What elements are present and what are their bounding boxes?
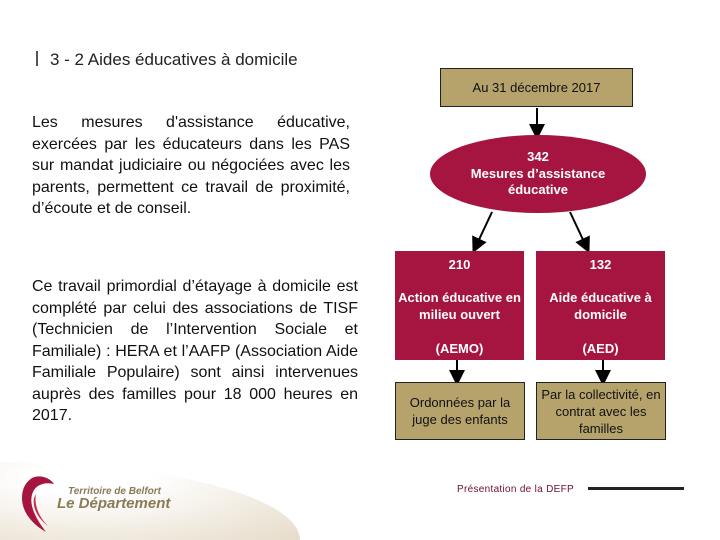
aemo-abbr: (AEMO) — [435, 341, 484, 356]
aemo-box — [395, 251, 524, 360]
footer-text: Présentation de la DEFP — [457, 484, 574, 495]
aemo-label: Action éducative en milieu ouvert — [398, 290, 521, 322]
total-to-aemo-arrow — [476, 212, 492, 246]
aemo-origin-box — [395, 382, 525, 440]
footer-line — [588, 487, 684, 490]
department-logo-icon — [18, 474, 58, 536]
logo-territoire: Territoire de Belfort — [68, 486, 161, 497]
total-number: 342 — [527, 149, 549, 165]
title-marker — [36, 51, 38, 66]
aed-count: 132 — [589, 257, 612, 272]
aed-label: Aide éducative à domicile — [549, 290, 652, 322]
page-title: 3 - 2 Aides éducatives à domicile — [50, 50, 298, 69]
aemo-count: 210 — [448, 257, 471, 272]
aed-abbr: (AED) — [582, 341, 619, 356]
aed-box — [536, 251, 665, 360]
logo-departement: Le Département — [57, 495, 171, 512]
aed-origin-box — [536, 382, 666, 440]
tisf-paragraph: Ce travail primordial d’étayage à domicile est complété par celui des associations de TISF (Technicien de l’Intervention Sociale et Familiale) : HERA et l’AAFP (Association Aide Familiale Populaire) sont ainsi intervenues auprès des familles pour 18 000 heures en 2017. — [32, 278, 358, 424]
total-to-aed-arrow — [570, 212, 586, 246]
date-box: Au 31 décembre 2017 — [440, 68, 633, 107]
aemo-origin: Ordonnées par la juge des enfants — [409, 395, 511, 427]
total-label: Mesures d’assistance — [470, 165, 606, 181]
total-measures-ellipse — [430, 135, 646, 213]
aed-origin: Par la collectivité, en contrat avec les familles — [541, 386, 661, 436]
total-label-2: éducative — [508, 182, 568, 198]
intro-paragraph: Les mesures d'assistance éducative, exercées par les éducateurs dans les PAS sur mandat judiciaire ou négociées avec les parents, permettent ce travail de proximité, d’écoute et de conseil. — [32, 114, 350, 217]
